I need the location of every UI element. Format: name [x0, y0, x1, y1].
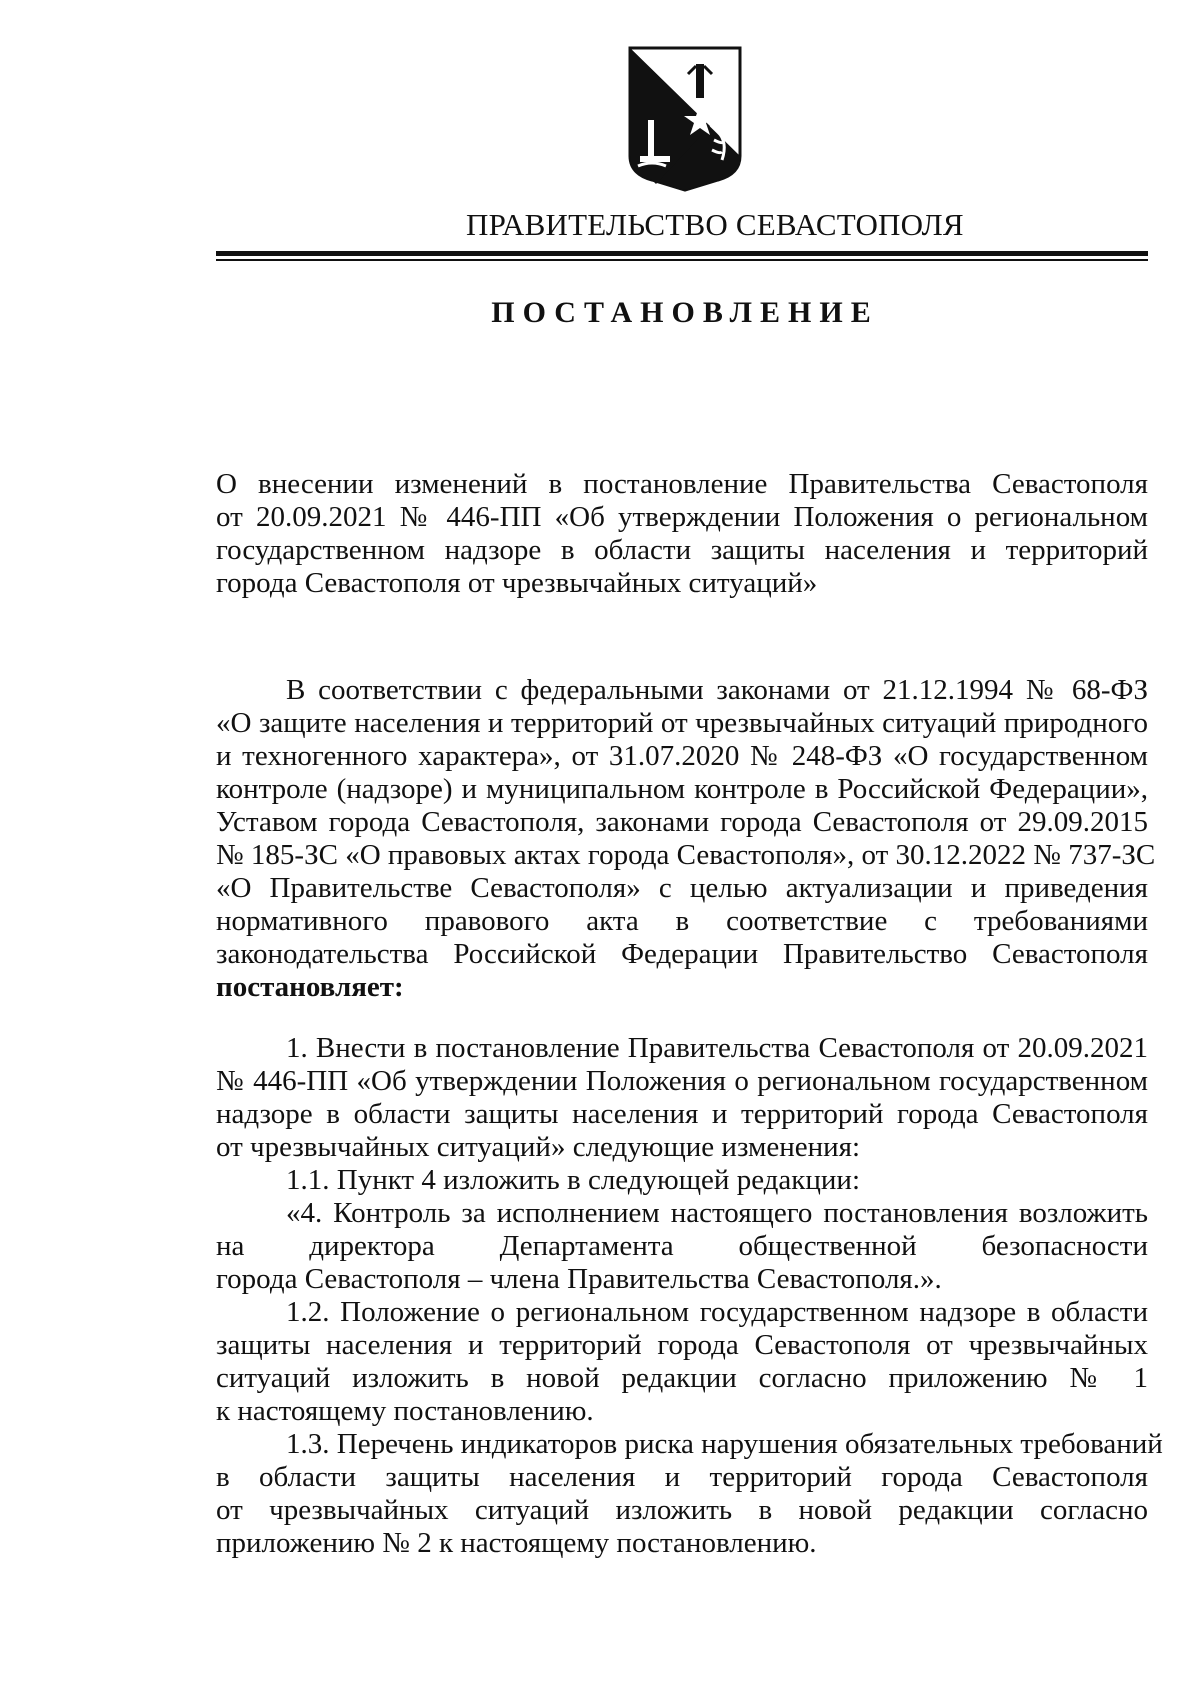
item-1-2-line: к настоящему постановлению.: [216, 1395, 594, 1427]
item-1-2-line: защиты населения и территорий города Севастополя от чрезвычайных: [216, 1329, 1148, 1361]
preamble-line: «О защите населения и территорий от чрезвычайных ситуаций природного: [216, 707, 1148, 739]
item-1-line: от чрезвычайных ситуаций» следующие изменения:: [216, 1131, 861, 1163]
item-1-3-line: приложению № 2 к настоящему постановлению.: [216, 1527, 817, 1559]
item-1-1-quote-line: города Севастополя – члена Правительства Севастополя.».: [216, 1263, 942, 1295]
item-1-3-line: от чрезвычайных ситуаций изложить в новой редакции согласно: [216, 1494, 1148, 1526]
title-line: О внесении изменений в постановление Правительства Севастополя: [216, 468, 1148, 500]
item-1-1-quote-line: «4. Контроль за исполнением настоящего постановления возложить: [286, 1197, 1148, 1229]
preamble-line: и техногенного характера», от 31.07.2020 № 248-ФЗ «О государственном: [216, 740, 1148, 772]
item-1-2-line: 1.2. Положение о региональном государственном надзоре в области: [286, 1296, 1148, 1328]
decree-title: [216, 468, 1148, 600]
document-type: ПОСТАНОВЛЕНИЕ: [491, 296, 879, 329]
item-1-line: № 446-ПП «Об утверждении Положения о региональном государственном: [216, 1065, 1148, 1097]
preamble-line: № 185-ЗС «О правовых актах города Севастополя», от 30.12.2022 № 737-ЗС: [216, 839, 1156, 871]
preamble-line: «О Правительстве Севастополя» с целью актуализации и приведения: [216, 872, 1148, 904]
resolves-word: постановляет:: [216, 971, 404, 1003]
item-1-line: 1. Внести в постановление Правительства Севастополя от 20.09.2021: [286, 1032, 1148, 1064]
item-1: [216, 1032, 1163, 1560]
item-1-2-line: ситуаций изложить в новой редакции согласно приложению № 1: [216, 1362, 1148, 1394]
item-1-1-quote-line: на директора Департамента общественной безопасности: [216, 1230, 1148, 1262]
preamble-line: Уставом города Севастополя, законами города Севастополя от 29.09.2015: [216, 806, 1148, 838]
item-1-3-line: в области защиты населения и территорий города Севастополя: [216, 1461, 1148, 1493]
preamble-line: В соответствии с федеральными законами от 21.12.1994 № 68-ФЗ: [286, 674, 1148, 706]
title-line: города Севастополя от чрезвычайных ситуаций»: [216, 567, 818, 599]
preamble: [216, 674, 1156, 1004]
title-line: от 20.09.2021 № 446-ПП «Об утверждении Положения о региональном: [216, 501, 1148, 533]
government-name: ПРАВИТЕЛЬСТВО СЕВАСТОПОЛЯ: [466, 207, 964, 242]
item-1-line: надзоре в области защиты населения и территорий города Севастополя: [216, 1098, 1148, 1130]
preamble-line: нормативного правового акта в соответствие с требованиями: [216, 905, 1148, 937]
header-rule-thin: [216, 259, 1148, 261]
coat-of-arms-emblem: [626, 44, 744, 192]
preamble-line: контроле (надзоре) и муниципальном контроле в Российской Федерации»,: [216, 773, 1148, 805]
preamble-line: законодательства Российской Федерации Правительство Севастополя: [216, 938, 1148, 970]
title-line: государственном надзоре в области защиты населения и территорий: [216, 534, 1148, 566]
item-1-1: 1.1. Пункт 4 изложить в следующей редакции:: [286, 1164, 861, 1196]
header-rule-thick: [216, 251, 1148, 256]
item-1-3-line: 1.3. Перечень индикаторов риска нарушения обязательных требований: [286, 1428, 1163, 1460]
